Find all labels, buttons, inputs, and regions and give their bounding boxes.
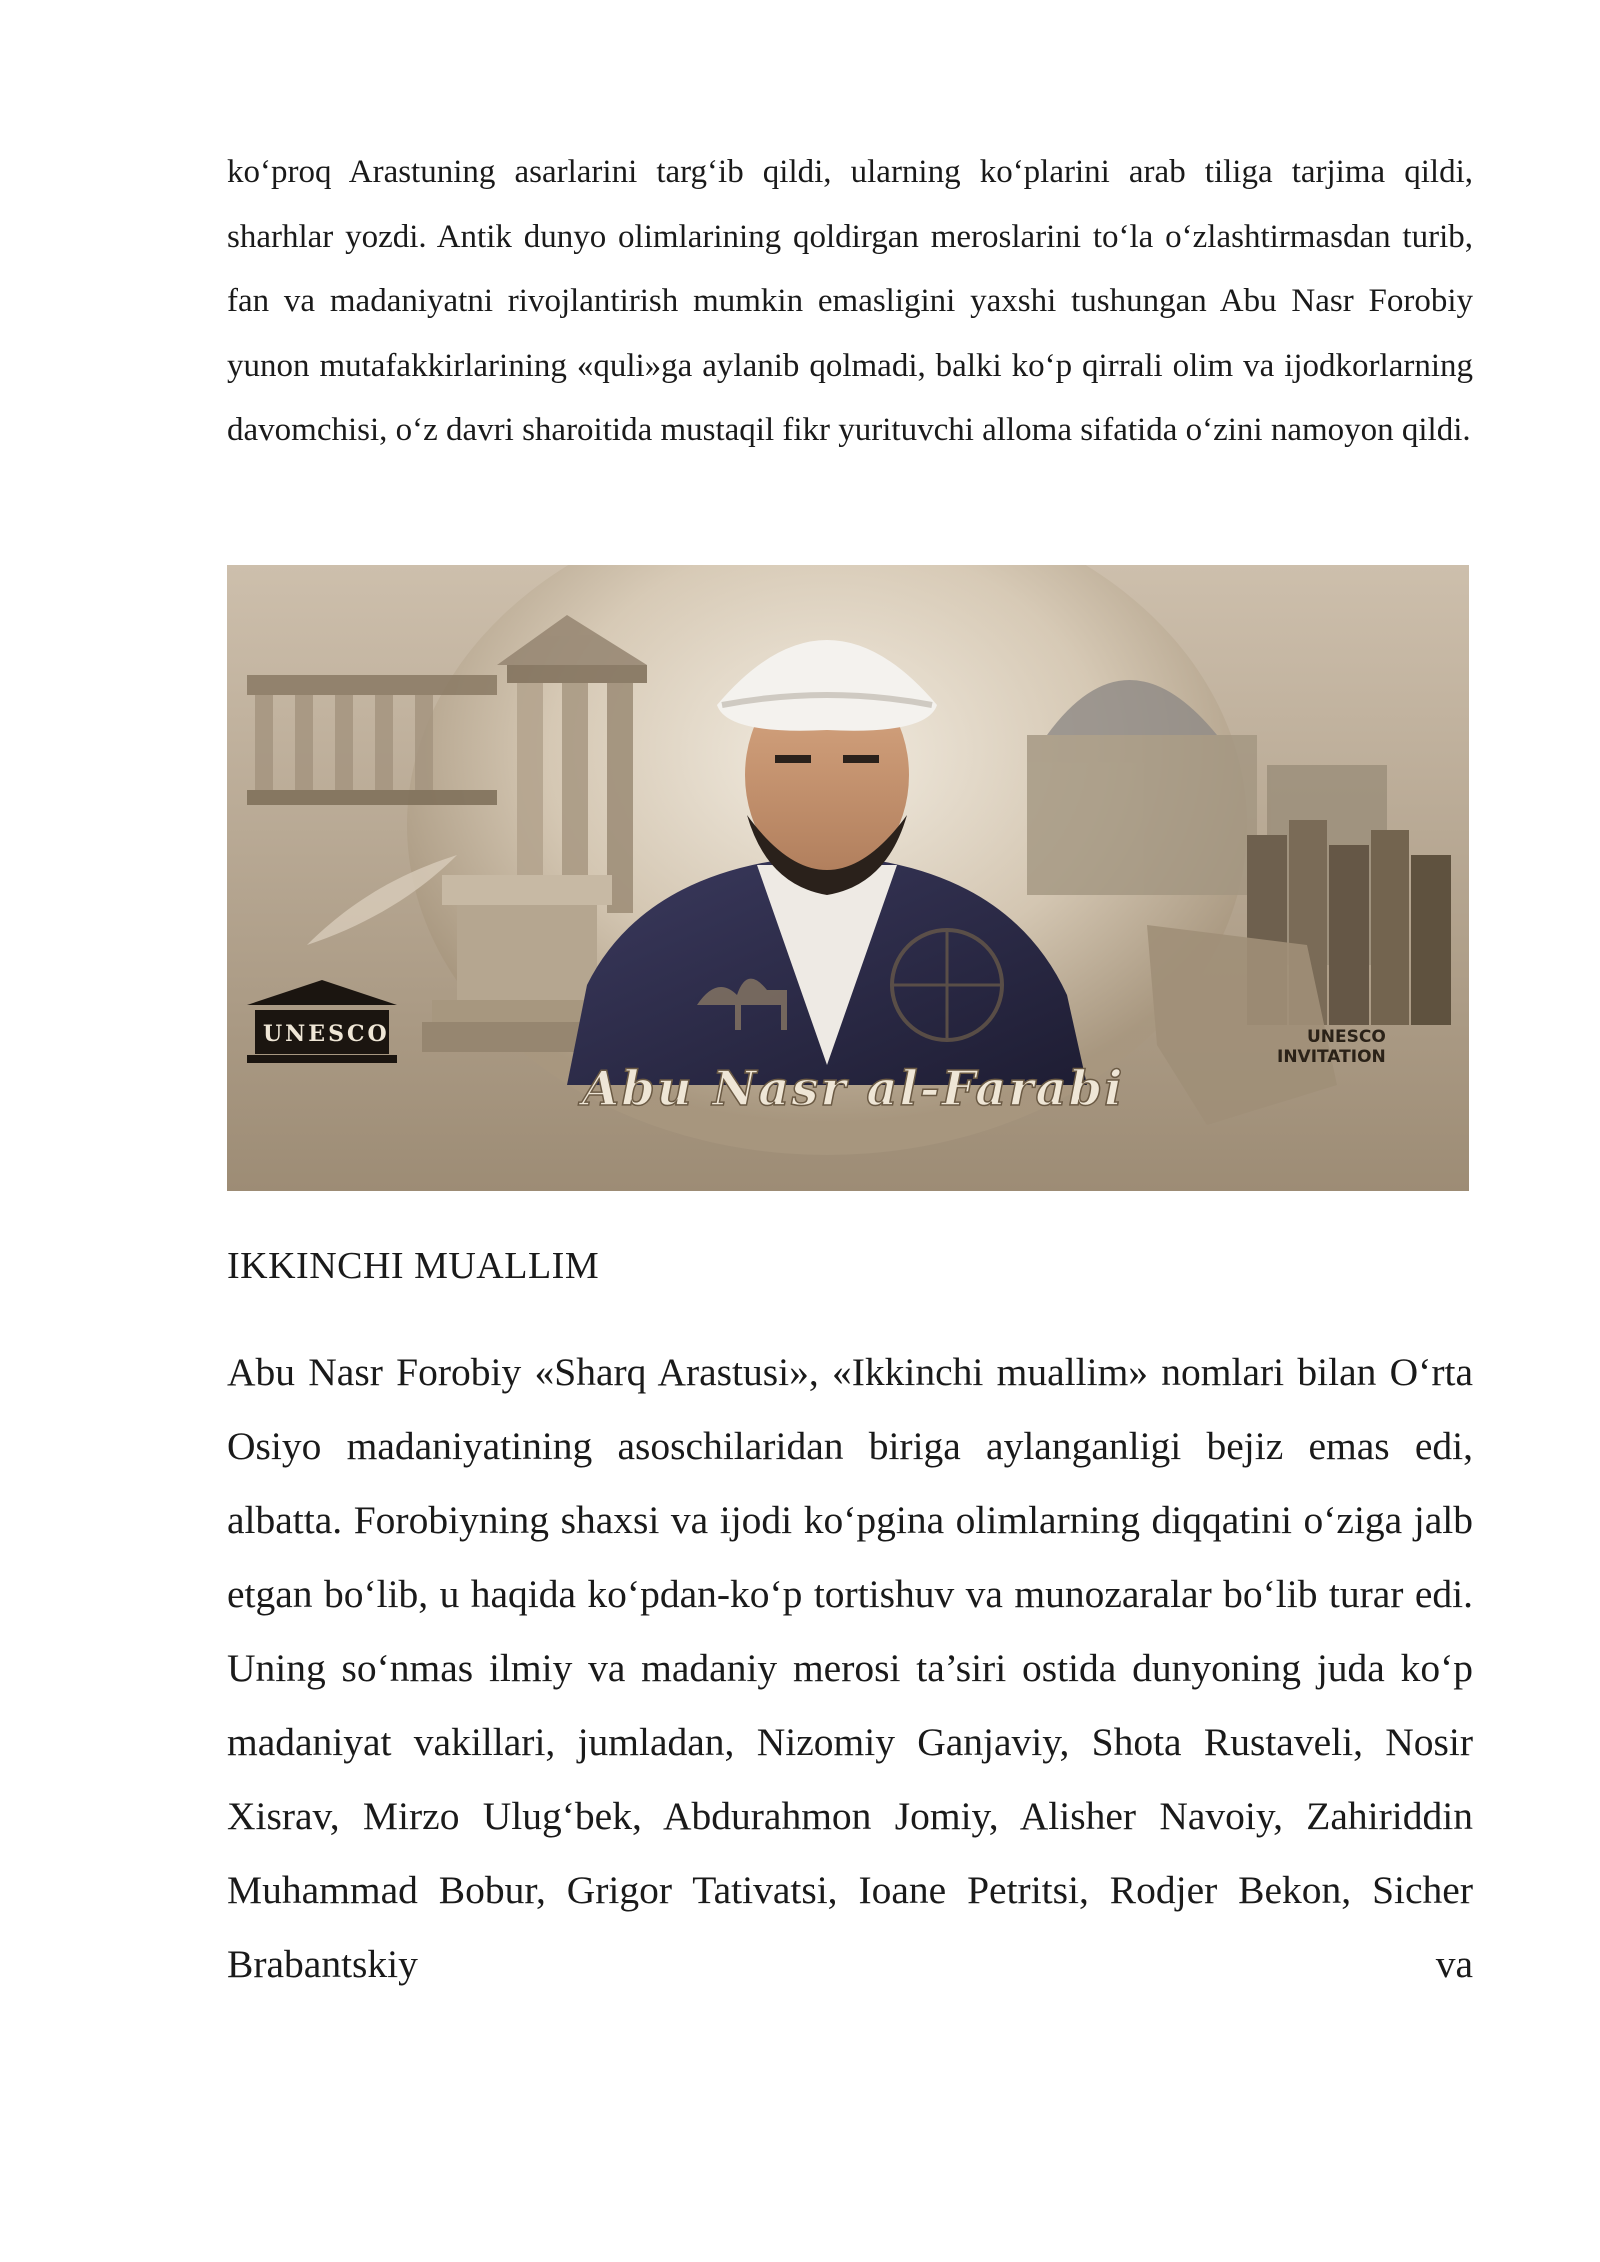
unesco-logo-text: UNESCO [263, 1021, 390, 1047]
astrolabe-icon [892, 930, 1002, 1040]
badge-line-2: INVITATION [1277, 1047, 1386, 1067]
badge-line-1: UNESCO [1307, 1027, 1386, 1047]
body-paragraph-2: Abu Nasr Forobiy «Sharq Arastusi», «Ikkinchi muallim» nomlari bilan O‘rta Osiyo madaniyatining asoschilaridan biriga aylanganligi bejiz emas edi, albatta. Forobiyning shaxsi va ijodi ko‘pgina olimlarning diqqatini o‘ziga jalb etgan bo‘lib, u haqida ko‘pdan-ko‘p tortishuv va munozaralar bo‘lib turar edi. Uning so‘nmas ilmiy va madaniy merosi ta’siri ostida dunyoning juda ko‘p madaniyat vakillari, jumladan, Nizomiy Ganjaviy, Shota Rustaveli, Nosir Xisrav, Mirzo Ulug‘bek, Abdurahmon Jomiy, Alisher Navoiy, Zahiriddin Muhammad Bobur, Grigor Tativatsi, Ioane Petritsi, Rodjer Bekon, Sicher Brabantskiy va [227, 1350, 1473, 1986]
farabi-illustration [227, 565, 1469, 1191]
figure-caption: Abu Nasr al-Farabi [582, 1061, 1125, 1117]
body-paragraph-1: ko‘proq Arastuning asarlarini targ‘ib qildi, ularning ko‘plarini arab tiliga tarjima qildi, sharhlar yozdi. Antik dunyo olimlarining qoldirgan meroslarini to‘la o‘zlashtirmasdan turib, fan va madaniyatni rivojlantirish mumkin emasligini yaxshi tushungan Abu Nasr Forobiy yunon mutafakkirlarining «quli»ga aylanib qolmadi, balki ko‘p qirrali olim va ijodkorlarning davomchisi, o‘z davri sharoitida mustaqil fikr yurituvchi alloma sifatida o‘zini namoyon qildi. [227, 154, 1473, 448]
section-heading: IKKINCHI MUALLIM [227, 1245, 600, 1287]
